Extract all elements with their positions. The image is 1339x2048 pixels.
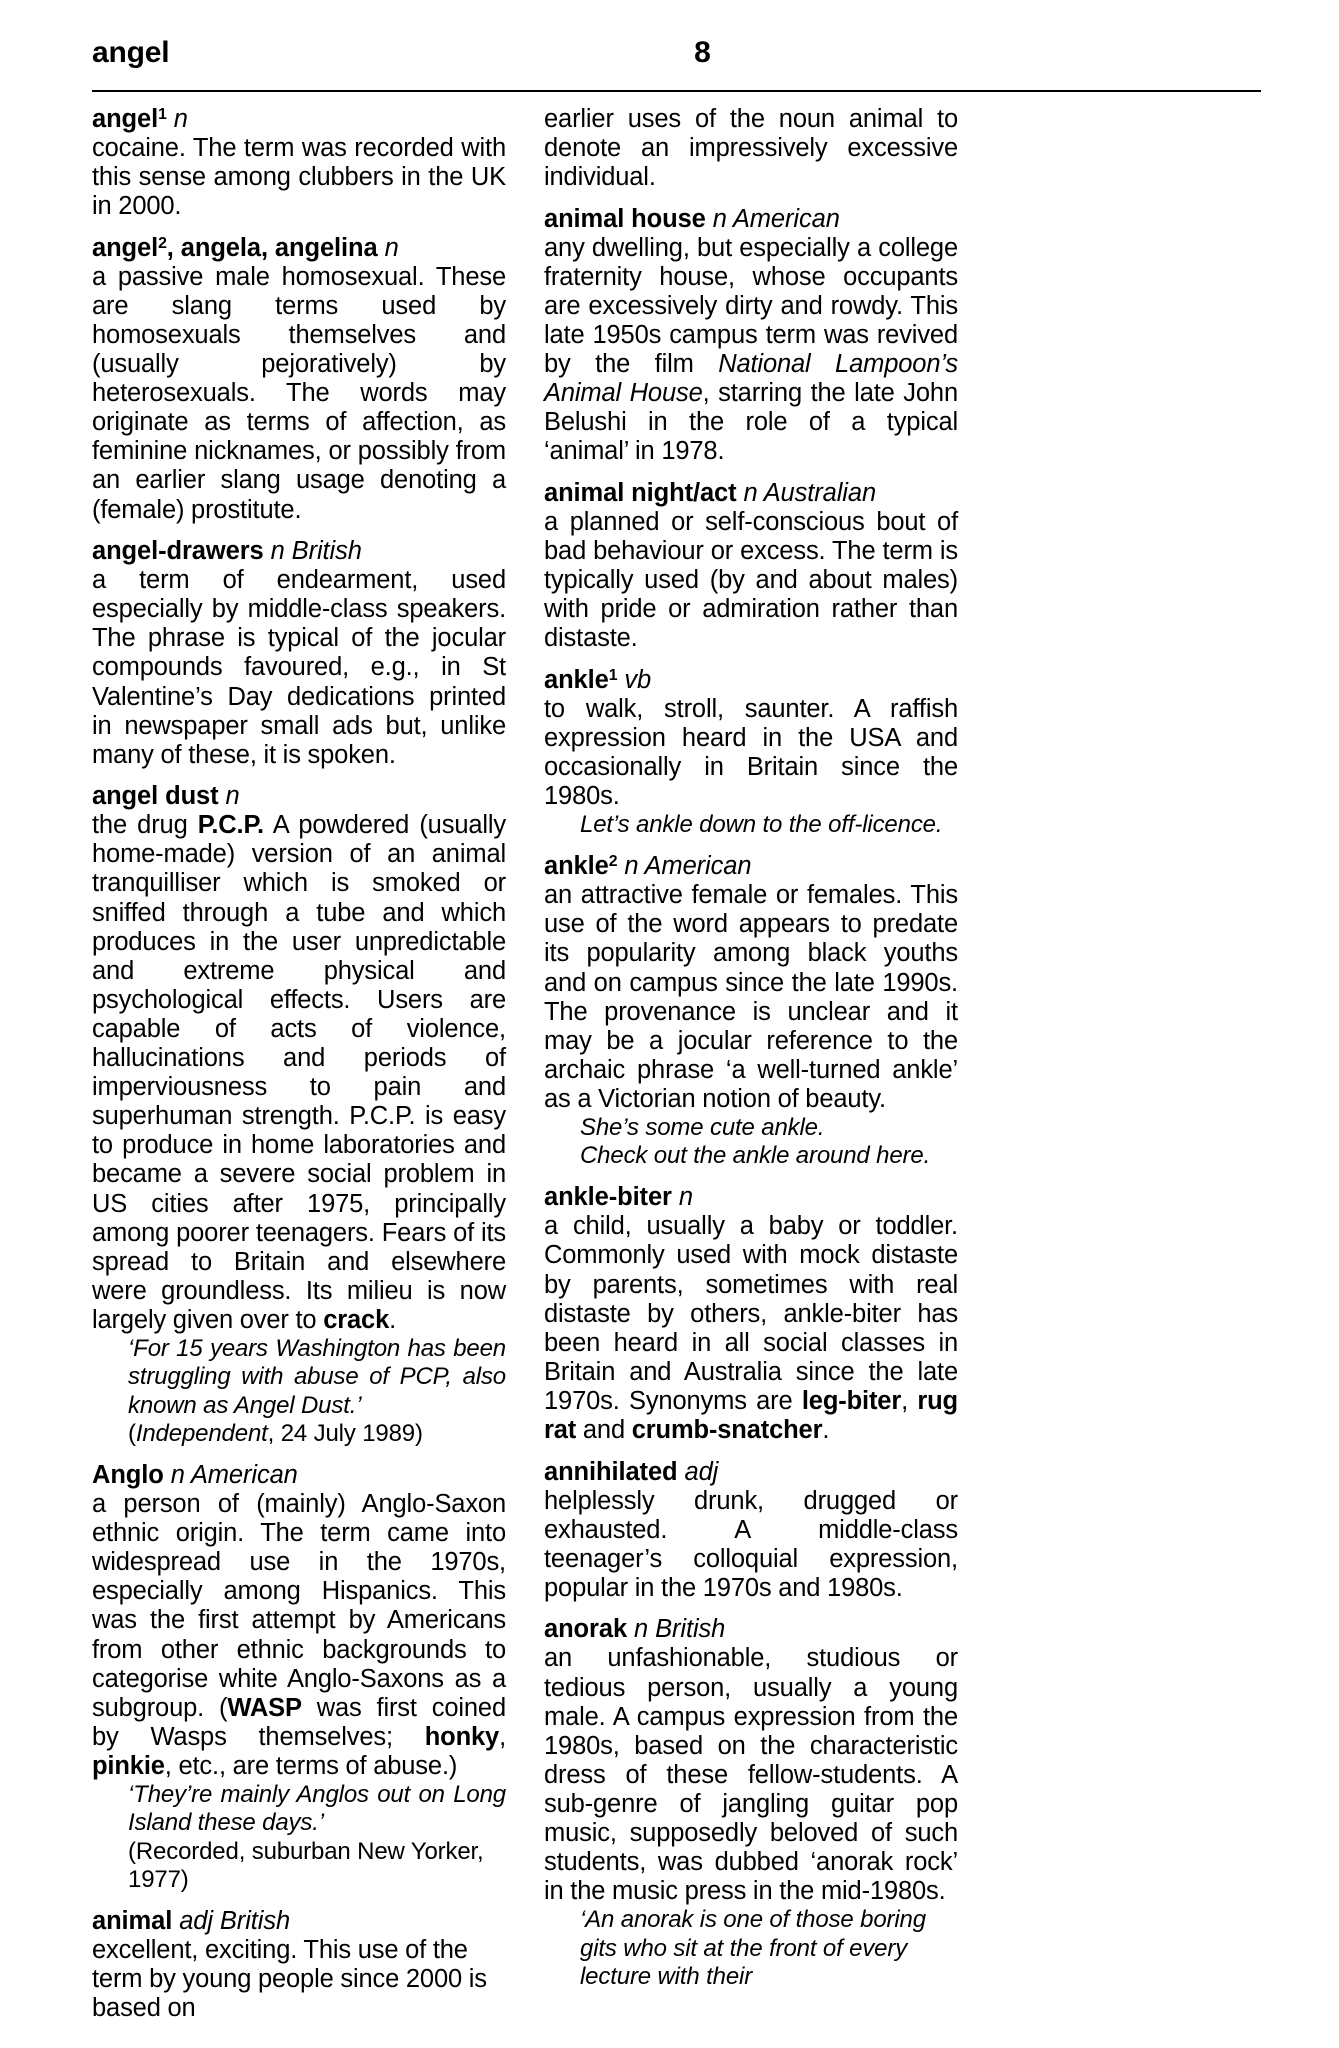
definition-text: an unfashionable, studious or tedious person, usually a young male. A campus expression from the 1980s, based on the characteristic dress of these fellow-students. A sub-genre of jangling guitar pop music, supposedly beloved of such students, was dubbed ‘anorak rock’ in the music press in the mid-1980s. [544, 1644, 958, 1906]
entry-headword-line [544, 1615, 958, 1644]
entry-headword-line [544, 1458, 958, 1487]
entry-headword-line [92, 782, 506, 811]
headword: animal [92, 1907, 173, 1936]
headword-homograph-number: 1 [158, 105, 167, 123]
definition-text: helplessly drunk, drugged or exhausted. A middle-class teenager’s colloquial expression, popular in the 1970s and 1980s. [544, 1486, 958, 1602]
left-column [92, 105, 506, 2023]
definition-text: a person of (mainly) Anglo-Saxon ethnic origin. The term came into widespread use in the 1970s, especially among Hispanics. This was the first attempt by Americans from other ethnic backgrounds to categorise white Anglo-Saxons as a subgroup. (WASP was first coined by Wasps themselves; honky, pinkie, etc., are terms of abuse.) [92, 1490, 506, 1780]
part-of-speech-label: n [225, 782, 240, 811]
citation-quote: ‘For 15 years Washington has been struggling with abuse of PCP, also known as Angel Dust.’ [128, 1334, 506, 1419]
right-column [544, 105, 958, 1992]
entry-headword-line [544, 1183, 958, 1212]
headword: Anglo [92, 1461, 164, 1490]
headword: angel$^2$, angela, angelina [92, 233, 378, 262]
headword-homograph-number: 1 [608, 666, 618, 684]
dictionary-entry [92, 782, 506, 1448]
definition-text: to walk, stroll, saunter. A raffish expression heard in the USA and occasionally in Britain since the 1980s. [544, 695, 958, 811]
definition-text: a passive male homosexual. These are slang terms used by homosexuals themselves and (usually pejoratively) by heterosexuals. The words may originate as terms of affection, as feminine nicknames, or possibly from an earlier slang usage denoting a (female) prostitute. [92, 262, 506, 524]
running-head-word: angel [92, 36, 170, 69]
citation-quote: ‘They’re mainly Anglos out on Long Island these days.’ [128, 1781, 506, 1837]
part-of-speech-label: adj British [179, 1907, 291, 1936]
definition-text: excellent, exciting. This use of the term by young people since 2000 is based on [92, 1936, 487, 2023]
definition-text: a planned or self-conscious bout of bad behaviour or excess. The term is typically used (by and about males) with pride or admiration rather than distaste. [544, 508, 958, 653]
definition-text: an attractive female or females. This use of the word appears to predate its popularity among black youths and on campus since the late 1990s. The provenance is unclear and it may be a jocular reference to the archaic phrase ‘a well-turned ankle’ as a Victorian notion of beauty. [544, 881, 958, 1113]
headword-homograph-number: 2 [608, 853, 618, 871]
headword: angel dust [92, 782, 219, 811]
headword: ankle-biter [544, 1183, 672, 1212]
citation-source: (Recorded, suburban New Yorker, 1977) [128, 1837, 484, 1894]
part-of-speech-label: n American [170, 1461, 298, 1490]
headword-variants: , angela, angelina [166, 233, 378, 262]
dictionary-entry [544, 105, 958, 192]
part-of-speech-label: n British [634, 1615, 726, 1644]
entry-headword-line [92, 537, 506, 566]
dictionary-entry [544, 852, 958, 1171]
entry-headword-line [544, 852, 958, 881]
definition-text: earlier uses of the noun animal to denote an impressively excessive individual. [544, 105, 958, 192]
part-of-speech-label: n British [270, 537, 362, 566]
headword: ankle$^1$ [544, 666, 618, 694]
running-head [92, 38, 1261, 90]
headword: angel$^1$ [92, 105, 167, 133]
dictionary-entry [92, 234, 506, 525]
citation-quote: She’s some cute ankle. [580, 1114, 825, 1142]
citation-quote: Check out the ankle around here. [580, 1142, 931, 1170]
headword: anorak [544, 1615, 628, 1644]
entry-headword-line [92, 1907, 506, 1936]
column-container [92, 105, 1261, 2023]
dictionary-entry [544, 1183, 958, 1445]
dictionary-entry [544, 1458, 958, 1603]
headword-homograph-number: 2 [158, 234, 167, 252]
headword: ankle$^2$ [544, 852, 618, 881]
definition-text: a child, usually a baby or toddler. Commonly used with mock distaste by parents, sometimes with real distaste by others, ankle-biter has been heard in all social classes in Britain and Australia since the late 1970s. Synonyms are leg-biter, rug rat and crumb-snatcher. [544, 1212, 958, 1444]
dictionary-entry [92, 105, 506, 221]
entry-headword-line [92, 234, 506, 263]
dictionary-entry [544, 479, 958, 653]
header-rule [92, 90, 1261, 92]
entry-headword-line [92, 105, 506, 134]
part-of-speech-label: adj [684, 1457, 719, 1486]
entry-headword-line [544, 666, 958, 695]
part-of-speech-label: n [173, 105, 188, 133]
citation-source: (Independent, 24 July 1989) [128, 1420, 423, 1448]
headword: angel-drawers [92, 537, 264, 566]
definition-text: cocaine. The term was recorded with this sense among clubbers in the UK in 2000. [92, 134, 506, 221]
entry-headword-line [92, 1461, 506, 1490]
dictionary-entry [544, 666, 958, 840]
dictionary-entry [92, 537, 506, 770]
dictionary-entry [92, 1461, 506, 1895]
definition-text: any dwelling, but especially a college fraternity house, whose occupants are excessively dirty and rowdy. This late 1950s campus term was revived by the film National Lampoon’s Animal House, starring the late John Belushi in the role of a typical ‘animal’ in 1978. [544, 233, 958, 466]
citation-quote: Let’s ankle down to the off-licence. [580, 811, 943, 839]
part-of-speech-label: n Australian [743, 479, 877, 508]
entry-headword-line [544, 205, 958, 234]
headword: annihilated [544, 1457, 678, 1486]
dictionary-entry [544, 1615, 958, 1991]
part-of-speech-label: n American [712, 204, 840, 233]
headword: animal house [544, 204, 706, 233]
entry-headword-line [544, 479, 958, 508]
definition-text: the drug P.C.P. A powdered (usually home-made) version of an animal tranquilliser which is smoked or sniffed through a tube and which produces in the user unpredictable and extreme physical and psychological effects. Users are capable of acts of violence, hallucinations and periods of imperviousness to pain and superhuman strength. P.C.P. is easy to produce in home laboratories and became a severe social problem in US cities after 1975, principally among poorer teenagers. Fears of its spread to Britain and elsewhere were groundless. Its milieu is now largely given over to crack. [92, 811, 507, 1334]
part-of-speech-label: n American [624, 852, 752, 881]
citation-quote: ‘An anorak is one of those boring gits who sit at the front of every lecture with their [580, 1906, 926, 1991]
definition-text: a term of endearment, used especially by middle-class speakers. The phrase is typical of the jocular compounds favoured, e.g., in St Valentine’s Day dedications printed in newspaper small ads but, unlike many of these, it is spoken. [92, 566, 506, 769]
part-of-speech-label: vb [624, 666, 652, 694]
dictionary-entry [544, 205, 958, 467]
part-of-speech-label: n [678, 1183, 693, 1212]
part-of-speech-label: n [384, 233, 399, 262]
headword: animal night/act [544, 479, 737, 508]
dictionary-entry [92, 1907, 506, 2023]
page-number: 8 [694, 36, 711, 69]
